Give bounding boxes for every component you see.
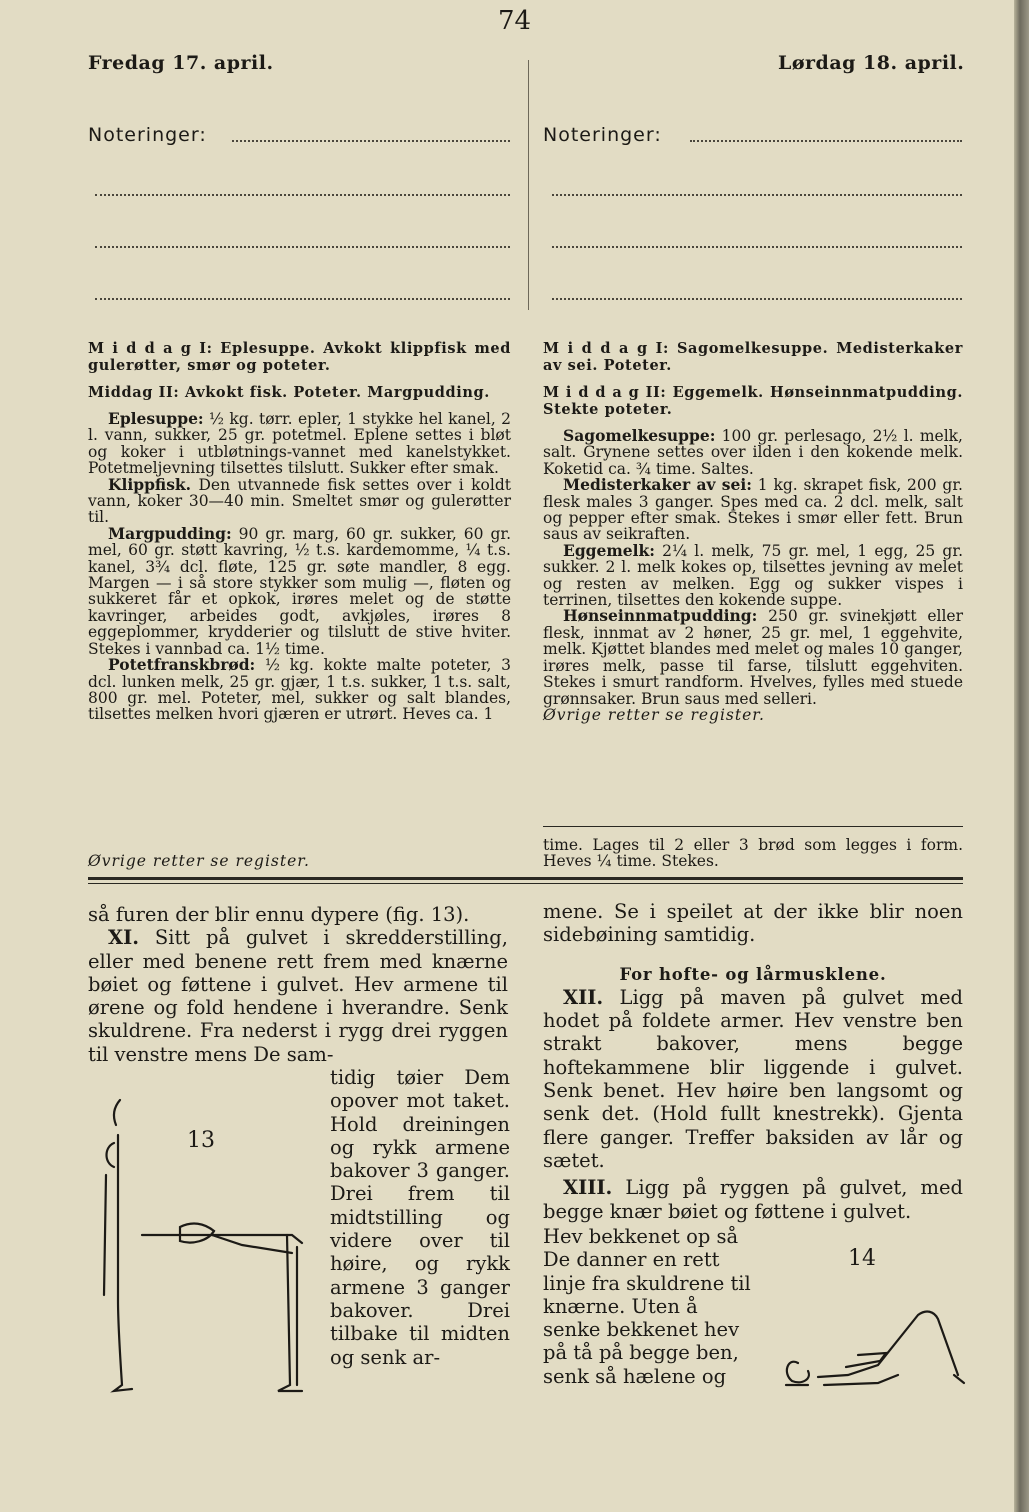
recipe-text: ½ kg. kokte malte poteter, 3 dcl. lunken melk, 25 gr. gjær, 1 t.s. sukker, 1 t.s. salt, 800 gr. mel. Poteter, mel, sukker og salt blandes, tilsettes melken hvori gjæren er utrørt. Heves ca. 1 xyxy=(88,656,511,724)
figure-14-label: 14 xyxy=(848,1246,876,1271)
exercise-text: Ligg på maven på gulvet med hodet på foldete armer. Hev venstre ben strakt bakover, mens begge hoftekammene blir liggende i gulvet. Senk benet. Hev høire ben langsomt og senk det. (Hold fullt knestrekk). Gjenta flere ganger. Treffer baksiden av lår og sætet. xyxy=(543,985,963,1172)
recipe-text: 90 gr. marg, 60 gr. sukker, 60 gr. mel, 60 gr. støtt kavring, ½ t.s. kardemomme, ¼ t.s. kanel, 3¾ dcl. fløte, 125 gr. søte mandler, 8 egg. Margen — i så store stykker som mulig —, fløten og sukkeret får et opkok, irøres melet og de støtte kavringer, arbeides godt, avkjøles, irøres 8 eggeplommer, krydderier og tilslutt de stive hviter. Stekes i vannbad ca. 1½ time. xyxy=(88,524,511,658)
exercise-paragraph xyxy=(88,926,508,1066)
right-menu-1: M i d d a g I: Sagomelkesuppe. Medisterkaker av sei. Poteter. xyxy=(543,340,963,374)
recipe-text: 250 gr. svinekjøtt eller flesk, innmat av 2 høner, 25 gr. mel, 1 eggehvite, melk. Kjøttet blandes med melet og males 10 ganger, irøres melk, passe til farse, tilslutt eggehviten. Stekes i smurt randform. Hvelves, fylles med stuede grønnsaker. Brun saus med selleri. xyxy=(543,607,963,708)
recipe-text: 1 kg. skrapet fisk, 200 gr. flesk males 3 ganger. Spes med ca. 2 dcl. melk, salt og pepper efter smak. Stekes i smør eller fett. Brun saus av seikraften. xyxy=(543,476,963,544)
right-continuation: time. Lages til 2 eller 3 brød som legges i form. Heves ¼ time. Stekes. xyxy=(543,836,963,871)
left-recipe-column xyxy=(88,340,511,723)
right-footer-note: Øvrige retter se register. xyxy=(543,705,765,724)
exercise-paragraph: så furen der blir ennu dypere (fig. 13). xyxy=(88,903,470,926)
right-notes-label: Noteringer: xyxy=(543,124,662,146)
left-notes-line xyxy=(232,140,510,142)
exercise-left-column xyxy=(88,903,508,1066)
left-footer-note: Øvrige retter se register. xyxy=(88,852,310,870)
left-notes-line xyxy=(95,194,510,196)
recipe-name: Hønseinnmatpudding: xyxy=(563,606,758,626)
recipe-name: Eplesuppe: xyxy=(108,409,204,428)
left-menu-2: Middag II: Avkokt fisk. Poteter. Margpudding. xyxy=(88,384,490,401)
recipe-text: ½ kg. tørr. epler, 1 stykke hel kanel, 2 l. vann, sukker, 25 gr. potetmel. Eplene settes i bløt og koker i utbløtnings-vannet med kanelstykket. Potetmeljevning tilsettes tilslutt. Sukker efter smak. xyxy=(88,410,511,478)
exercise-right-narrow: Hev bekkenet op så De danner en rett linje fra skuldrene til knærne. Uten å senke bekkenet hev på tå på begge ben, senk så hælene og xyxy=(543,1225,751,1388)
recipe xyxy=(88,474,511,527)
right-recipe-column xyxy=(543,340,963,723)
section-rule-thin xyxy=(88,883,963,884)
recipe-name: Potetfranskbrød: xyxy=(108,655,256,675)
left-notes-line xyxy=(95,246,510,248)
recipe-text: 100 gr. perlesago, 2½ l. melk, salt. Grynene settes over ilden i den kokende melk. Koketid ca. ¾ time. Saltes. xyxy=(543,427,963,478)
right-notes-line xyxy=(552,298,962,300)
recipe xyxy=(543,428,963,477)
recipe xyxy=(88,411,511,477)
recipe xyxy=(543,608,963,706)
exercise-paragraph: mene. Se i speilet at der ikke blir noen sidebøining samtidig. xyxy=(543,900,963,947)
exercise-text: Ligg på ryggen på gulvet, med begge knær bøiet og føttene i gulvet. xyxy=(543,1176,963,1223)
recipe-text: 2¼ l. melk, 75 gr. mel, 1 egg, 25 gr. sukker. 2 l. melk kokes op, tilsettes jevning av melet og resten av melken. Egg og sukker vispes i terrinen, tilsettes den kokende suppe. xyxy=(543,541,963,610)
recipe-name: Medisterkaker av sei: xyxy=(563,475,752,495)
right-notes-line xyxy=(552,246,962,248)
figure-14-illustration xyxy=(768,1225,968,1395)
left-day-date: Fredag 17. april. xyxy=(88,52,274,74)
right-notes-line xyxy=(552,194,962,196)
exercise-number: XI. xyxy=(108,926,140,950)
exercise-number: XIII. xyxy=(563,1176,613,1200)
exercise-right-column xyxy=(543,900,963,1223)
continuation-rule xyxy=(543,826,963,827)
exercise-number: XII. xyxy=(563,985,604,1009)
recipe xyxy=(88,657,511,723)
figure-13-illustration xyxy=(92,1095,322,1400)
right-day-date: Lørdag 18. april. xyxy=(778,52,965,74)
recipe-name: Eggemelk: xyxy=(563,540,655,560)
recipe xyxy=(543,477,963,543)
recipe-name: Sagomelkesuppe: xyxy=(563,426,716,445)
left-notes-label: Noteringer: xyxy=(88,124,207,146)
figure-13-label: 13 xyxy=(187,1128,215,1153)
column-divider xyxy=(528,60,529,310)
recipe-name: Klippfisk. xyxy=(108,474,192,494)
exercise-text: Sitt på gulvet i skredderstilling, eller med benene rett frem med knærne bøiet og føttene i gulvet. Hev armene til ørene og fold hendene i hverandre. Senk skuldrene. Fra nederst i rygg drei ryggen til venstre mens De sam- xyxy=(88,926,508,1066)
exercise-left-narrow: tidig tøier Dem opover mot taket. Hold dreiningen og rykk armene bakover 3 ganger. Drei frem til midtstilling og videre over til høire, og rykk armene 3 ganger bakover. Drei tilbake til midten og senk ar- xyxy=(330,1066,510,1369)
page-edge xyxy=(1014,0,1029,1512)
left-menu-1: M i d d a g I: Eplesuppe. Avkokt klippfisk med gulerøtter, smør og poteter. xyxy=(88,340,511,374)
right-menu-2: M i d d a g II: Eggemelk. Hønseinnmatpudding. Stekte poteter. xyxy=(543,384,963,418)
section-heading: For hofte- og lårmusklene. xyxy=(619,964,887,984)
page-number: 74 xyxy=(497,6,532,36)
recipe xyxy=(88,523,511,658)
left-notes-line xyxy=(95,298,510,300)
recipe-text: Den utvannede fisk settes over i koldt vann, koker 30—40 min. Smeltet smør og gulerøtter til. xyxy=(88,475,511,527)
exercise-paragraph xyxy=(543,986,963,1172)
right-notes-line xyxy=(690,140,962,142)
exercise-paragraph xyxy=(543,1176,963,1223)
recipe xyxy=(543,540,963,610)
section-rule xyxy=(88,877,963,880)
recipe-name: Margpudding: xyxy=(108,523,232,543)
